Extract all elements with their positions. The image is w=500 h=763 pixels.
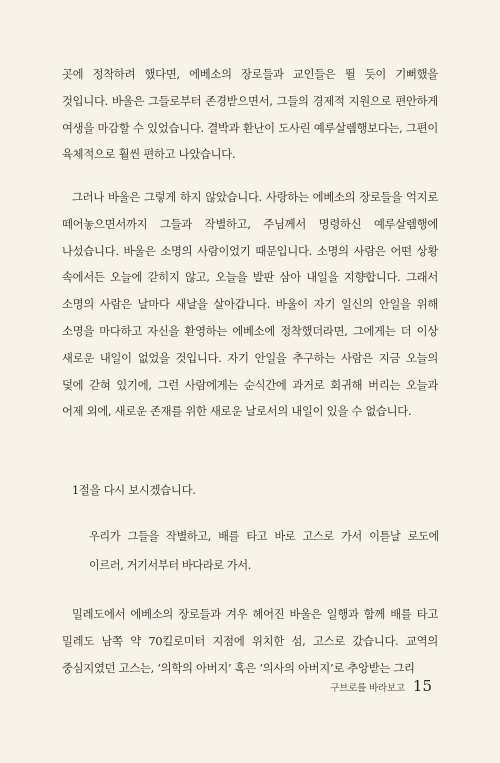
running-footer-title: 구브로를 바라보고 <box>330 683 405 694</box>
page-footer <box>330 677 432 695</box>
scripture-quote: 우리가 그들을 작별하고, 배를 타고 바로 고스로 가서 이튿날 로도에 이르러, 거기서부터 바다라로 가서. <box>89 530 439 572</box>
paragraph-1: 곳에 정착하려 했다면, 에베소의 장로들과 교인들은 뛸 듯이 기뻐했을 것입니다. 바울은 그들로부터 존경받으면서, 그들의 경제적 지원으로 편안하게 여생을 마감할 수 있었습니다. 결박과 환난이 도사린 예루살렘행보다는, 그편이 육체적으로 훨씬 편하고 나았습니다. <box>62 68 438 162</box>
paragraph-2: 그러나 바울은 그렇게 하지 않았습니다. 사랑하는 에베소의 장로들을 억지로 떼어놓으면서까지 그들과 작별하고, 주님께서 명령하신 예루살렘행에 나섰습니다. 바울은 소명의 사람이었기 때문입니다. 소명의 사람은 어떤 상황 속에서든 오늘에 갇히지 않고, 오늘을 발판 삼아 내일을 지향합니다. 그래서 소명의 사람은 날마다 새날을 살아갑니다. 바울이 자기 일신의 안일을 위해 소명을 마다하고 자신을 환영하는 에베소에 정착했더라면, 그에게는 더 이상 새로운 내일이 없었을 것입니다. 자기 안일을 추구하는 사람은 지금 오늘의 덫에 갇혀 있기에, 그런 사람에게는 순식간에 과거로 회귀해 버리는 오늘과 어제 외에, 새로운 존재를 위한 새로운 날로서의 내일이 있을 수 없습니다. <box>62 191 438 419</box>
paragraph-3: 1절을 다시 보시겠습니다. <box>72 484 196 497</box>
page-number: 15 <box>412 677 432 695</box>
paragraph-4: 밀레도에서 에베소의 장로들과 겨우 헤어진 바울은 일행과 함께 배를 타고 밀레도 남쪽 약 70킬로미터 지점에 위치한 섬, 고스로 갔습니다. 교역의 중심지였던 고스는, ‘의학의 아버지’ 혹은 ‘의사의 아버지’로 추앙받는 그리 <box>62 608 438 675</box>
